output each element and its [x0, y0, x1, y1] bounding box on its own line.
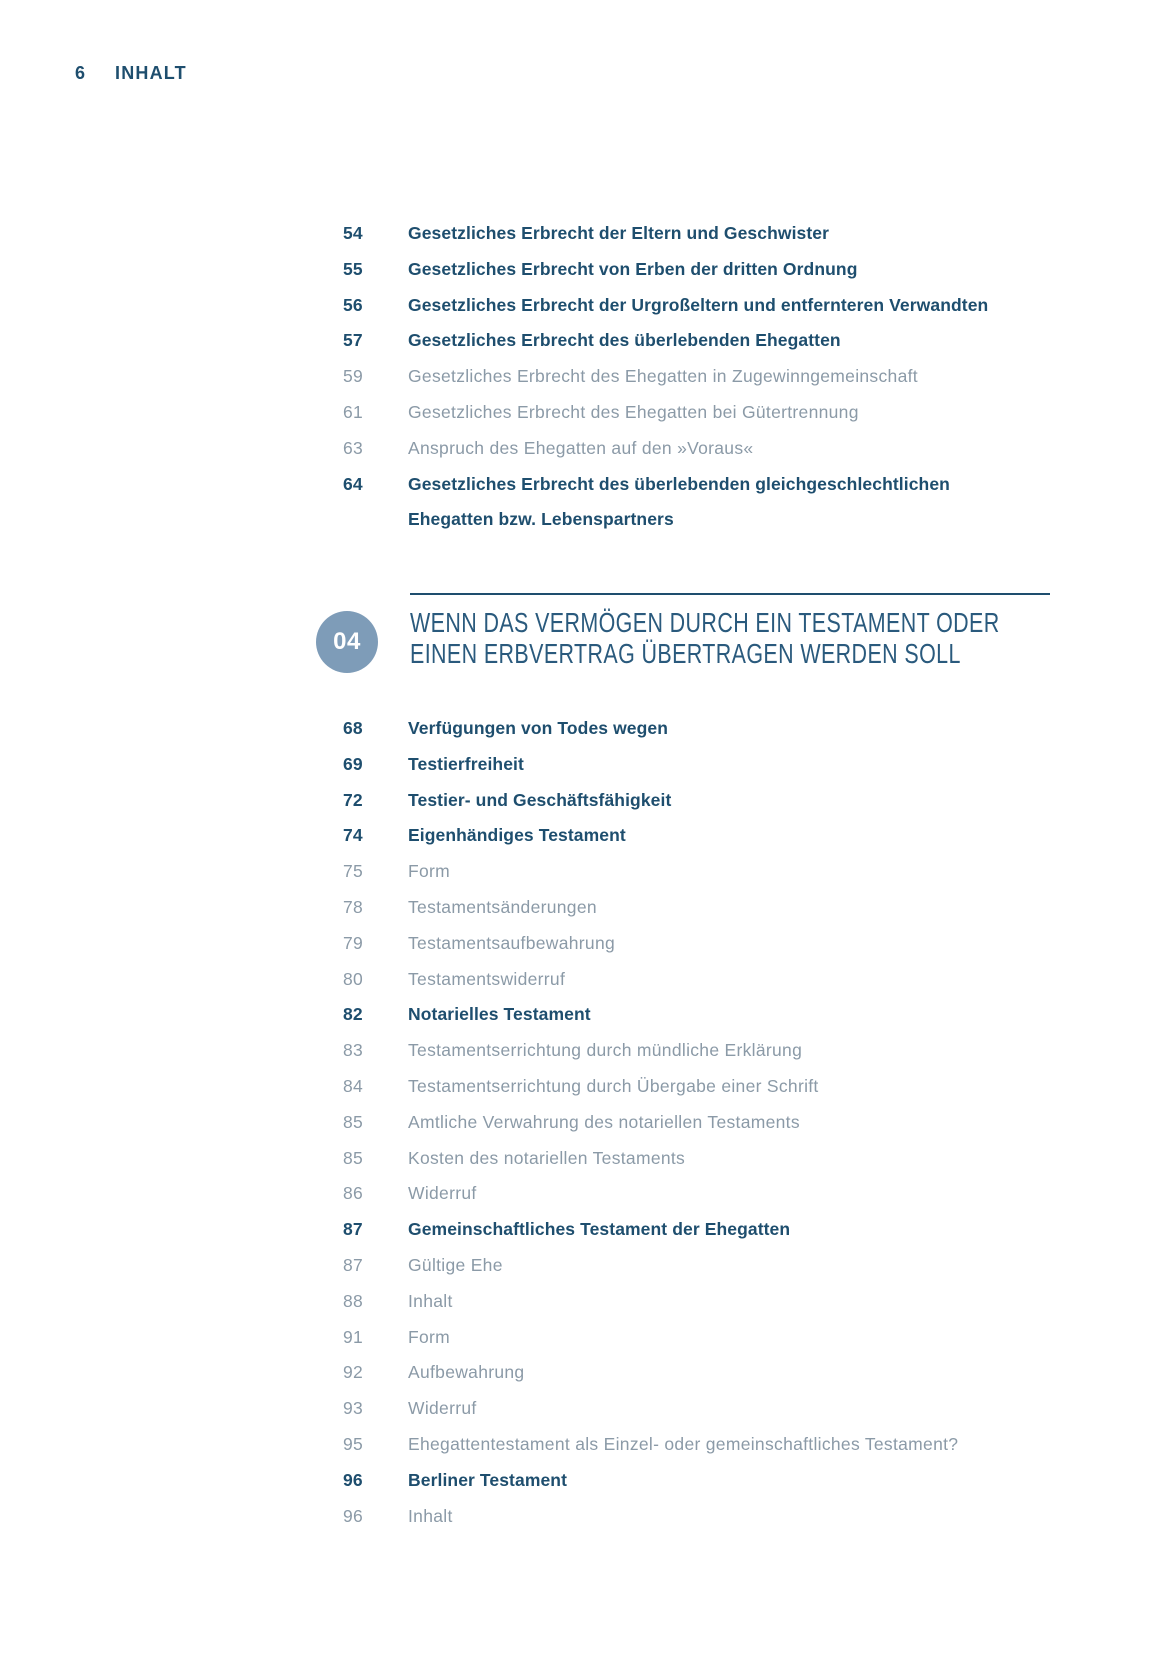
toc-entry-page-number: 92	[343, 1362, 364, 1383]
toc-entry-page-number: 88	[343, 1290, 364, 1311]
toc-entry-title: Gesetzliches Erbrecht des Ehegatten in Zugewinngemeinschaft	[408, 366, 918, 387]
toc-entry	[343, 1463, 1133, 1499]
toc-entry	[343, 1212, 1133, 1248]
toc-entry-page-number: 69	[343, 753, 363, 774]
toc-entry	[343, 783, 1133, 819]
toc-entry	[343, 818, 1133, 854]
toc-entry-page-number: 72	[343, 789, 363, 810]
toc-entry	[343, 1033, 1133, 1069]
toc-entry-title: Gesetzliches Erbrecht der Urgroßeltern und entfernteren Verwandten	[408, 294, 989, 315]
toc-entry-page-number: 57	[343, 330, 363, 351]
toc-entry-page-number: 87	[343, 1254, 364, 1275]
chapter-title-line1: WENN DAS VERMÖGEN DURCH EIN TESTAMENT ODER	[410, 607, 1000, 638]
chapter-title-line2: EINEN ERBVERTRAG ÜBERTRAGEN WERDEN SOLL	[410, 638, 961, 669]
toc-entry	[343, 1176, 1133, 1212]
toc-entry-title: Gesetzliches Erbrecht des überlebenden Ehegatten	[408, 330, 841, 351]
toc-entry-title: Berliner Testament	[408, 1469, 568, 1490]
toc-entry-page-number: 85	[343, 1147, 364, 1168]
toc-entry-title: Testamentsaufbewahrung	[408, 932, 616, 953]
toc-entry-page-number: 61	[343, 401, 364, 422]
toc-entry-title: Testamentswiderruf	[408, 968, 566, 989]
toc-entry	[343, 997, 1133, 1033]
toc-entry-page-number: 85	[343, 1111, 364, 1132]
toc-entry-page-number: 87	[343, 1219, 363, 1240]
toc-entry	[343, 1320, 1133, 1356]
toc-entry-page-number: 95	[343, 1433, 364, 1454]
toc-entry-page-number: 96	[343, 1469, 363, 1490]
toc-entry-title: Testamentserrichtung durch mündliche Erklärung	[408, 1040, 803, 1061]
toc-entry	[343, 431, 1133, 467]
toc-entry	[343, 711, 1133, 747]
toc-entry-title: Gesetzliches Erbrecht von Erben der dritten Ordnung	[408, 258, 858, 279]
toc-entry	[343, 216, 1133, 252]
toc-entry-page-number: 80	[343, 968, 364, 989]
toc-entry-page-number: 74	[343, 825, 363, 846]
toc-entry-page-number: 93	[343, 1398, 364, 1419]
toc-entry	[343, 1391, 1133, 1427]
toc-entry	[343, 747, 1133, 783]
toc-entry-title: Verfügungen von Todes wegen	[408, 718, 669, 738]
toc-entry-page-number: 55	[343, 258, 363, 279]
running-head	[75, 63, 187, 84]
toc-entry-page-number: 79	[343, 932, 364, 953]
toc-entry-page-number: 63	[343, 437, 364, 458]
toc-entry	[343, 854, 1133, 890]
toc-entry-title: Gesetzliches Erbrecht des Ehegatten bei Gütertrennung	[408, 401, 859, 422]
toc-entry-page-number: 96	[343, 1505, 364, 1526]
toc-entry	[343, 1427, 1133, 1463]
toc-entry-page-number: 86	[343, 1183, 364, 1204]
toc-entry-title: Gültige Ehe	[408, 1254, 503, 1275]
toc-entry-title: Gesetzliches Erbrecht der Eltern und Geschwister	[408, 223, 830, 243]
toc-entry	[343, 1105, 1133, 1141]
toc-entry-title: Testier- und Geschäftsfähigkeit	[408, 789, 672, 810]
toc-entry-page-number: 75	[343, 861, 364, 882]
chapter-badge-number: 04	[333, 628, 361, 655]
toc-entry-title: Eigenhändiges Testament	[408, 825, 626, 846]
toc-entry-title: Notarielles Testament	[408, 1004, 591, 1025]
toc-entry-title: Form	[408, 1326, 451, 1347]
toc-entry-title: Amtliche Verwahrung des notariellen Testaments	[408, 1111, 800, 1132]
chapter-badge	[316, 611, 378, 673]
toc-entry-title: Form	[408, 861, 451, 882]
toc-entry-title: Widerruf	[408, 1398, 477, 1419]
toc-entry	[343, 467, 1133, 503]
toc-entry	[343, 1141, 1133, 1177]
toc-block-1	[343, 216, 1133, 538]
toc-entry	[343, 502, 1133, 538]
toc-entry-title: Inhalt	[408, 1505, 453, 1526]
toc-entry	[343, 1499, 1133, 1535]
toc-entry-page-number: 78	[343, 896, 364, 917]
toc-entry	[343, 1284, 1133, 1320]
toc-entry-title: Widerruf	[408, 1183, 477, 1204]
toc-entry-title: Kosten des notariellen Testaments	[408, 1147, 686, 1168]
toc-entry-page-number: 84	[343, 1075, 364, 1096]
toc-entry-page-number: 54	[343, 223, 363, 243]
toc-block-2	[343, 711, 1133, 1534]
toc-entry-page-number: 56	[343, 294, 363, 315]
toc-entry	[343, 288, 1133, 324]
toc-entry-title: Ehegattentestament als Einzel- oder gemeinschaftliches Testament?	[408, 1433, 959, 1454]
toc-entry-page-number: 68	[343, 718, 363, 738]
chapter-title	[410, 607, 1166, 669]
toc-entry-page-number: 83	[343, 1040, 364, 1061]
toc-entry-title: Aufbewahrung	[408, 1362, 525, 1383]
running-head-title: INHALT	[115, 63, 187, 83]
toc-entry-title: Anspruch des Ehegatten auf den »Voraus«	[408, 437, 754, 458]
toc-entry	[343, 1355, 1133, 1391]
page-folio: 6	[75, 63, 87, 83]
toc-entry	[343, 1069, 1133, 1105]
toc-entry-title: Testamentserrichtung durch Übergabe einer Schrift	[408, 1075, 819, 1096]
toc-entry-page-number: 59	[343, 366, 364, 387]
toc-entry-page-number: 91	[343, 1326, 364, 1347]
toc-entry-title: Ehegatten bzw. Lebenspartners	[408, 509, 674, 530]
toc-entry-page-number: 82	[343, 1004, 363, 1025]
toc-entry	[343, 395, 1133, 431]
toc-entry	[343, 1248, 1133, 1284]
toc-entry	[343, 359, 1133, 395]
toc-entry	[343, 926, 1133, 962]
toc-entry	[343, 890, 1133, 926]
toc-entry	[343, 962, 1133, 998]
toc-entry-title: Gemeinschaftliches Testament der Ehegatten	[408, 1219, 791, 1240]
toc-entry-title: Testamentsänderungen	[408, 896, 597, 917]
toc-entry-page-number	[343, 502, 408, 538]
section-divider	[410, 593, 1050, 595]
toc-entry	[343, 323, 1133, 359]
toc-entry	[343, 252, 1133, 288]
toc-entry-title: Gesetzliches Erbrecht des überlebenden gleichgeschlechtlichen	[408, 473, 950, 494]
toc-entry-page-number: 64	[343, 473, 363, 494]
toc-entry-title: Inhalt	[408, 1290, 453, 1311]
toc-entry-title: Testierfreiheit	[408, 753, 524, 774]
